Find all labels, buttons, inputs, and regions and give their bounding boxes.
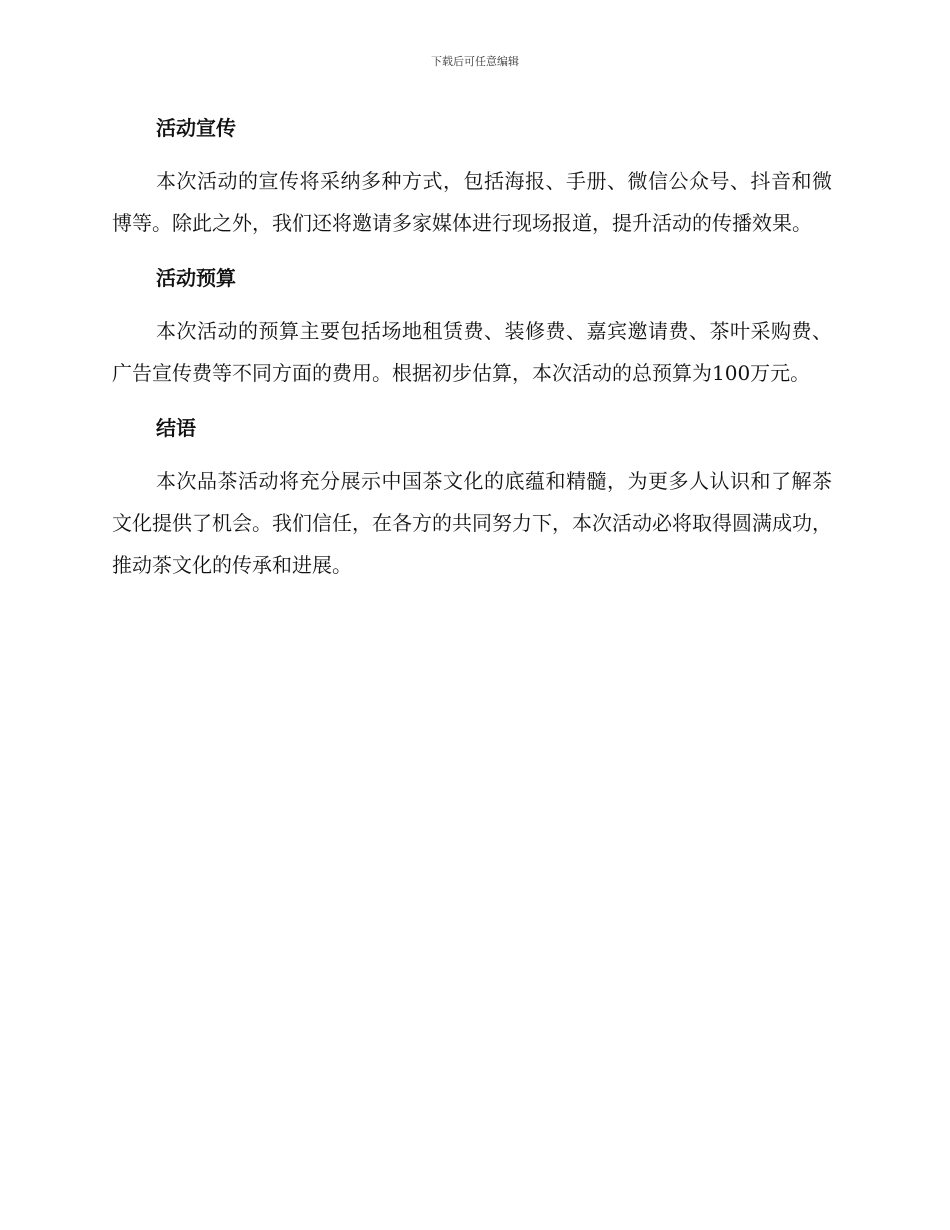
section-heading: 结语: [156, 416, 196, 440]
section-publicity: [112, 108, 832, 244]
section-conclusion: [112, 408, 832, 586]
page-header-note: 下载后可任意编辑: [431, 55, 519, 68]
section-paragraph: 本次活动的预算主要包括场地租赁费、装修费、嘉宾邀请费、茶叶采购费、广告宣传费等不同方面的费用。根据初步估算，本次活动的总预算为100万元。: [112, 319, 832, 385]
section-paragraph: 本次活动的宣传将采纳多种方式，包括海报、手册、微信公众号、抖音和微博等。除此之外，我们还将邀请多家媒体进行现场报道，提升活动的传播效果。: [112, 169, 832, 235]
document-body: [112, 108, 832, 600]
section-paragraph: 本次品茶活动将充分展示中国茶文化的底蕴和精髓，为更多人认识和了解茶文化提供了机会。我们信任，在各方的共同努力下，本次活动必将取得圆满成功，推动茶文化的传承和进展。: [112, 469, 832, 577]
section-heading: 活动预算: [156, 266, 236, 290]
section-budget: [112, 258, 832, 394]
section-heading: 活动宣传: [156, 116, 236, 140]
